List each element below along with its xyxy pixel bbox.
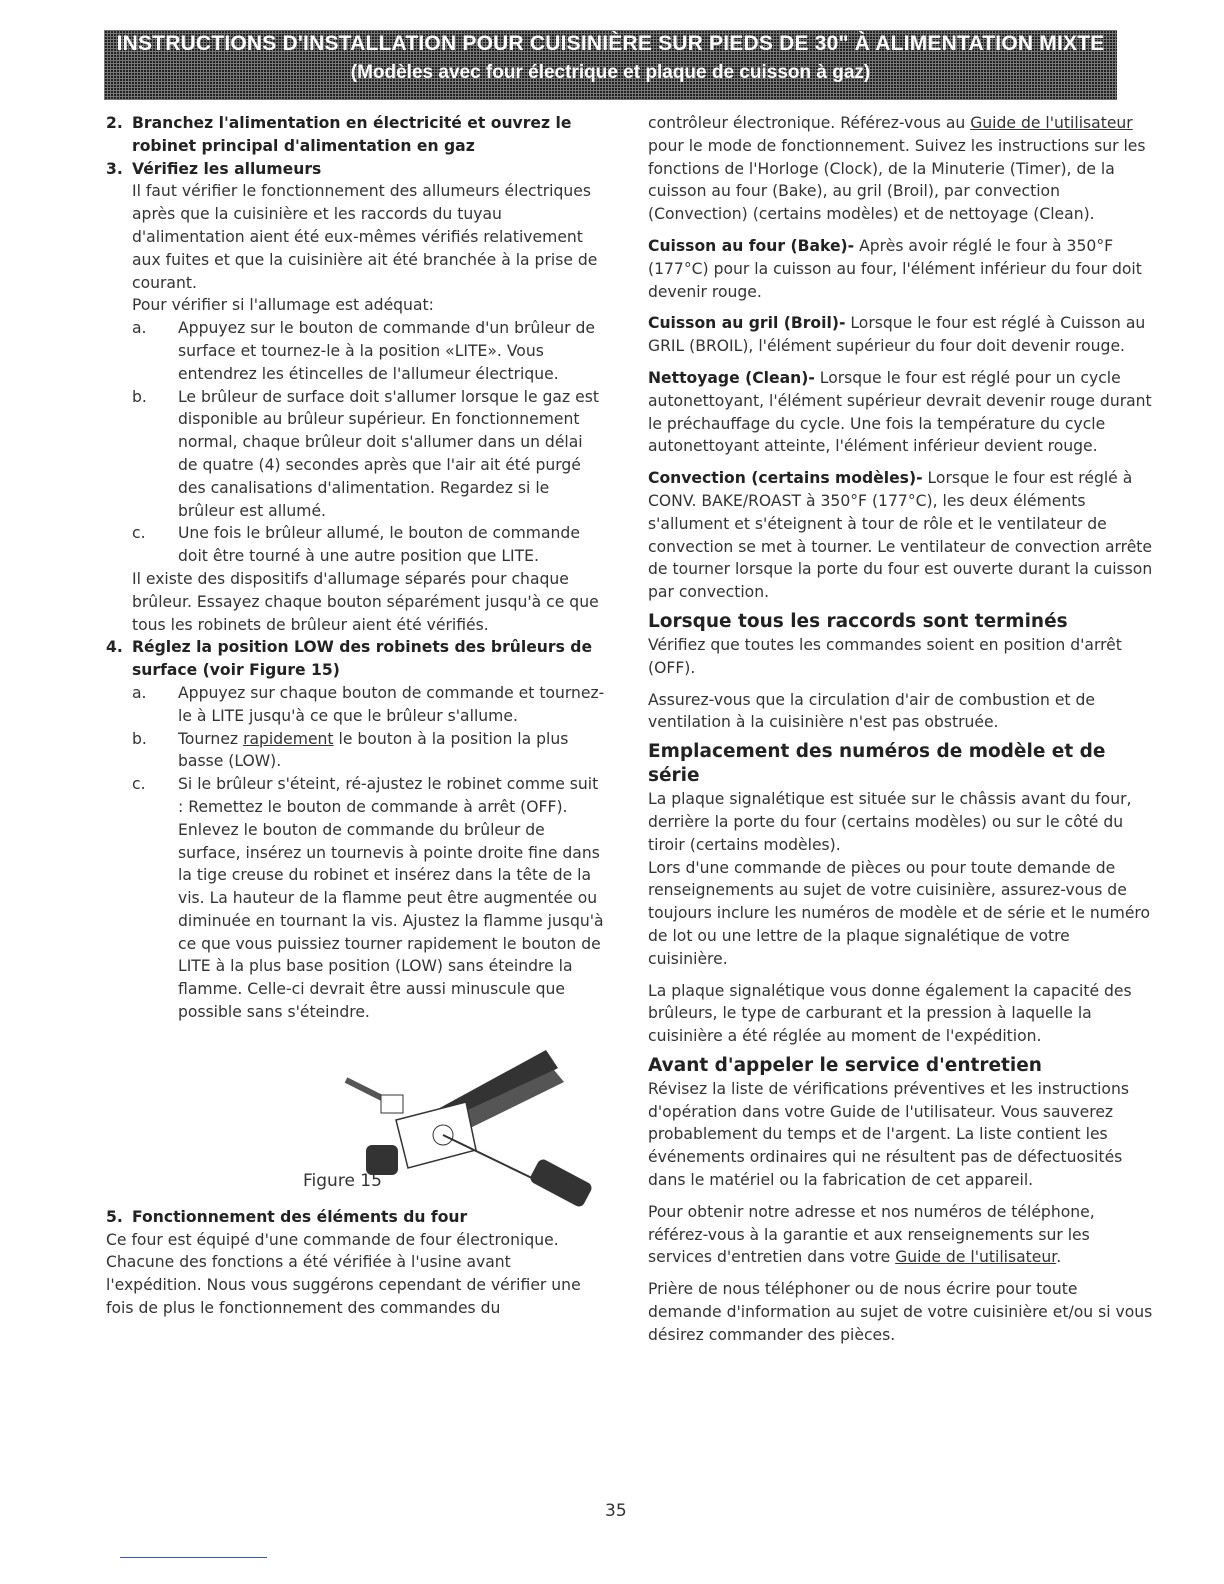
text: . [1056,1248,1062,1267]
guide-reference-link: Guide de l'utilisateur [970,114,1133,132]
right-column [648,112,1153,1347]
figure-caption: Figure 15 [303,1170,382,1191]
inline-heading: Nettoyage (Clean)- [648,368,815,387]
paragraph: Il faut vérifier le fonctionnement des allumeurs électriques après que la cuisinière et les raccords du tuyau d'alimentation aient été eux-mêmes vérifiés relativement aux fuites et que la cuisinière ait été branchée à la prise de courant. [132,182,598,292]
section-heading: Emplacement des numéros de modèle et de série [648,741,1106,787]
banner-subtitle: (Modèles avec four électrique et plaque de cuisson à gaz) [350,61,871,83]
left-column [106,112,606,1320]
paragraph: Il existe des dispositifs d'allumage séparés pour chaque brûleur. Essayez chaque bouton séparément jusqu'à ce que tous les robinets de brûleur aient été vérifiés. [132,569,599,634]
paragraph: La plaque signalétique est située sur le châssis avant du four, derrière la porte du four (certains modèles) ou sur le côté du tiroir (certains modèles). [648,790,1132,854]
paragraph: Révisez la liste de vérifications préventives et les instructions d'opération dans votre Guide de l'utilisateur. Vous sauverez probablement du temps et de l'argent. La liste contient les événements ordinaires qui ne résultent pas de défectuosités dans le matériel ou la fabrication de cet appareil. [648,1079,1129,1190]
list-item [106,728,606,774]
text: Tournez [178,729,244,748]
item-text: Appuyez sur chaque bouton de commande et tournez-le à LITE jusqu'à ce que le brûleur s'allume. [178,683,605,725]
broil-paragraph [648,312,1153,358]
step-number: 2. [106,114,123,132]
step-title: Vérifiez les allumeurs [132,159,322,178]
inline-heading: Cuisson au gril (Broil)- [648,314,846,333]
list-item [106,386,606,523]
section-heading: Avant d'appeler le service d'entretien [648,1054,1042,1076]
text: Après avoir réglé le four à 350°F (177°C) pour la cuisson au four, l'élément inférieur du four doit devenir rouge. [648,236,1142,301]
text: le bouton à la position la plus basse (LOW). [178,729,569,771]
paragraph: Assurez-vous que la circulation d'air de combustion et de ventilation à la cuisinière n'est pas obstruée. [648,690,1095,732]
paragraph: Vérifiez que toutes les commandes soient en position d'arrêt (OFF). [648,635,1122,677]
step-number: 5. [106,1207,123,1226]
paragraph: Prière de nous téléphoner ou de nous écrire pour toute demande d'information au sujet de votre cuisinière et/ou si vous désirez commander des pièces. [648,1280,1153,1344]
emphasis-underline: rapidement [243,729,334,748]
item-letter: c. [132,775,146,794]
paragraph: Pour vérifier si l'allumage est adéquat: [132,296,434,315]
list-item [106,773,606,1024]
step-number: 4. [106,638,123,657]
item-letter: a. [132,319,147,338]
text: Lorsque le four est réglé à CONV. BAKE/ROAST à 350°F (177°C), les deux éléments s'allument et s'éteignent à tour de rôle et le ventilateur de convection se met à tourner. Le ventilateur de convection arrête de tourner lorsque la porte du four est ouverte durant la cuisson par convection. [648,469,1153,602]
text: pour le mode de fonctionnement. Suivez les instructions sur les fonctions de l'Horloge (Clock), de la Minuterie (Timer), de la cuisson au four (Bake), au gril (Broil), par convection (Convection) (certains modèles) et de nettoyage (Clean). [648,136,1146,224]
step-number: 3. [106,159,123,178]
step-4-heading [106,636,606,682]
text: Pour obtenir notre adresse et nos numéros de téléphone, référez-vous à la garantie et aux renseignements sur les services d'entretien dans votre [648,1202,1095,1267]
paragraph: Lors d'une commande de pièces ou pour toute demande de renseignements au sujet de votre cuisinière, assurez-vous de toujours inclure les numéros de modèle et de série et le numéro de lot ou une lettre de la plaque signalétique de votre cuisinière. [648,858,1151,968]
item-text: Si le brûleur s'éteint, ré-ajustez le robinet comme suit : Remettez le bouton de commande à arrêt (OFF). Enlevez le bouton de commande du brûleur de surface, insérez un tournevis à pointe droite fine dans la tige creuse du robinet et insérez dans la tête de la vis. La hauteur de la flamme peut être augmentée ou diminuée en tournant la vis. Ajustez la flamme jusqu'à ce que vous puissiez tourner rapidement le bouton de LITE à la plus base position (LOW) sans éteindre la flamme. Celle-ci devrait être aussi minuscule que possible sans s'éteindre. [178,775,604,1022]
item-text: Appuyez sur le bouton de commande d'un brûleur de surface et tournez-le à la position «LITE». Vous entendrez les étincelles de l'allumeur électrique. [178,319,595,383]
item-letter: b. [132,387,147,406]
item-letter: c. [132,524,146,543]
title-banner [104,30,1117,100]
paragraph: La plaque signalétique vous donne également la capacité des brûleurs, le type de carburant et la pression à laquelle la cuisinière a été réglée au moment de l'expédition. [648,981,1132,1046]
list-item [106,682,606,728]
step-2-heading [106,112,606,158]
list-item [106,522,606,568]
item-letter: b. [132,729,147,748]
step-title: Branchez l'alimentation en électricité et ouvrez le robinet principal d'alimentation en gaz [132,114,572,155]
figure-15 [106,1030,606,1206]
item-letter: a. [132,683,147,702]
item-text: Le brûleur de surface doit s'allumer lorsque le gaz est disponible au brûleur supérieur. En fonctionnement normal, chaque brûleur doit s'allumer dans un délai de quatre (4) secondes après que l'air ait été purgé des canalisations d'alimentation. Regardez si le brûleur est allumé. [178,387,599,520]
item-text: Une fois le brûleur allumé, le bouton de commande doit être tourné à une autre position que LITE. [178,524,580,566]
paragraph [648,112,1153,226]
convection-paragraph [648,467,1153,604]
text: contrôleur électronique. Référez-vous au [648,114,971,132]
clean-paragraph [648,367,1153,458]
guide-reference-link: Guide de l'utilisateur [895,1248,1057,1267]
inline-heading: Convection (certains modèles)- [648,469,923,488]
paragraph: Ce four est équipé d'une commande de four électronique. Chacune des fonctions a été vérifiée à l'usine avant l'expédition. Nous vous suggérons cependant de vérifier une fois de plus le fonctionnement des commandes du [106,1230,581,1318]
step-3-heading [106,158,606,181]
banner-title: INSTRUCTIONS D'INSTALLATION POUR CUISINIÈRE SUR PIEDS DE 30" À ALIMENTATION MIXTE [116,32,1105,55]
inline-heading: Cuisson au four (Bake)- [648,236,855,255]
step-title: Fonctionnement des éléments du four [132,1207,468,1226]
text: Lorsque le four est réglé à Cuisson au GRIL (BROIL), l'élément supérieur du four doit devenir rouge. [648,314,1146,356]
item-text [178,728,606,774]
list-item [106,317,606,385]
step-title: Réglez la position LOW des robinets des brûleurs de surface (voir Figure 15) [132,638,593,680]
bake-paragraph [648,235,1153,303]
text: Lorsque le four est réglé pour un cycle autonettoyant, l'élément supérieur devrait devenir rouge durant le préchauffage du cycle. Une fois la température du cycle autonettoyant atteinte, l'élément inférieur devient rouge. [648,368,1152,456]
footer-rule [120,1557,267,1558]
section-heading: Lorsque tous les raccords sont terminés [648,610,1068,632]
page-number: 35 [605,1501,627,1521]
paragraph [648,1201,1153,1269]
